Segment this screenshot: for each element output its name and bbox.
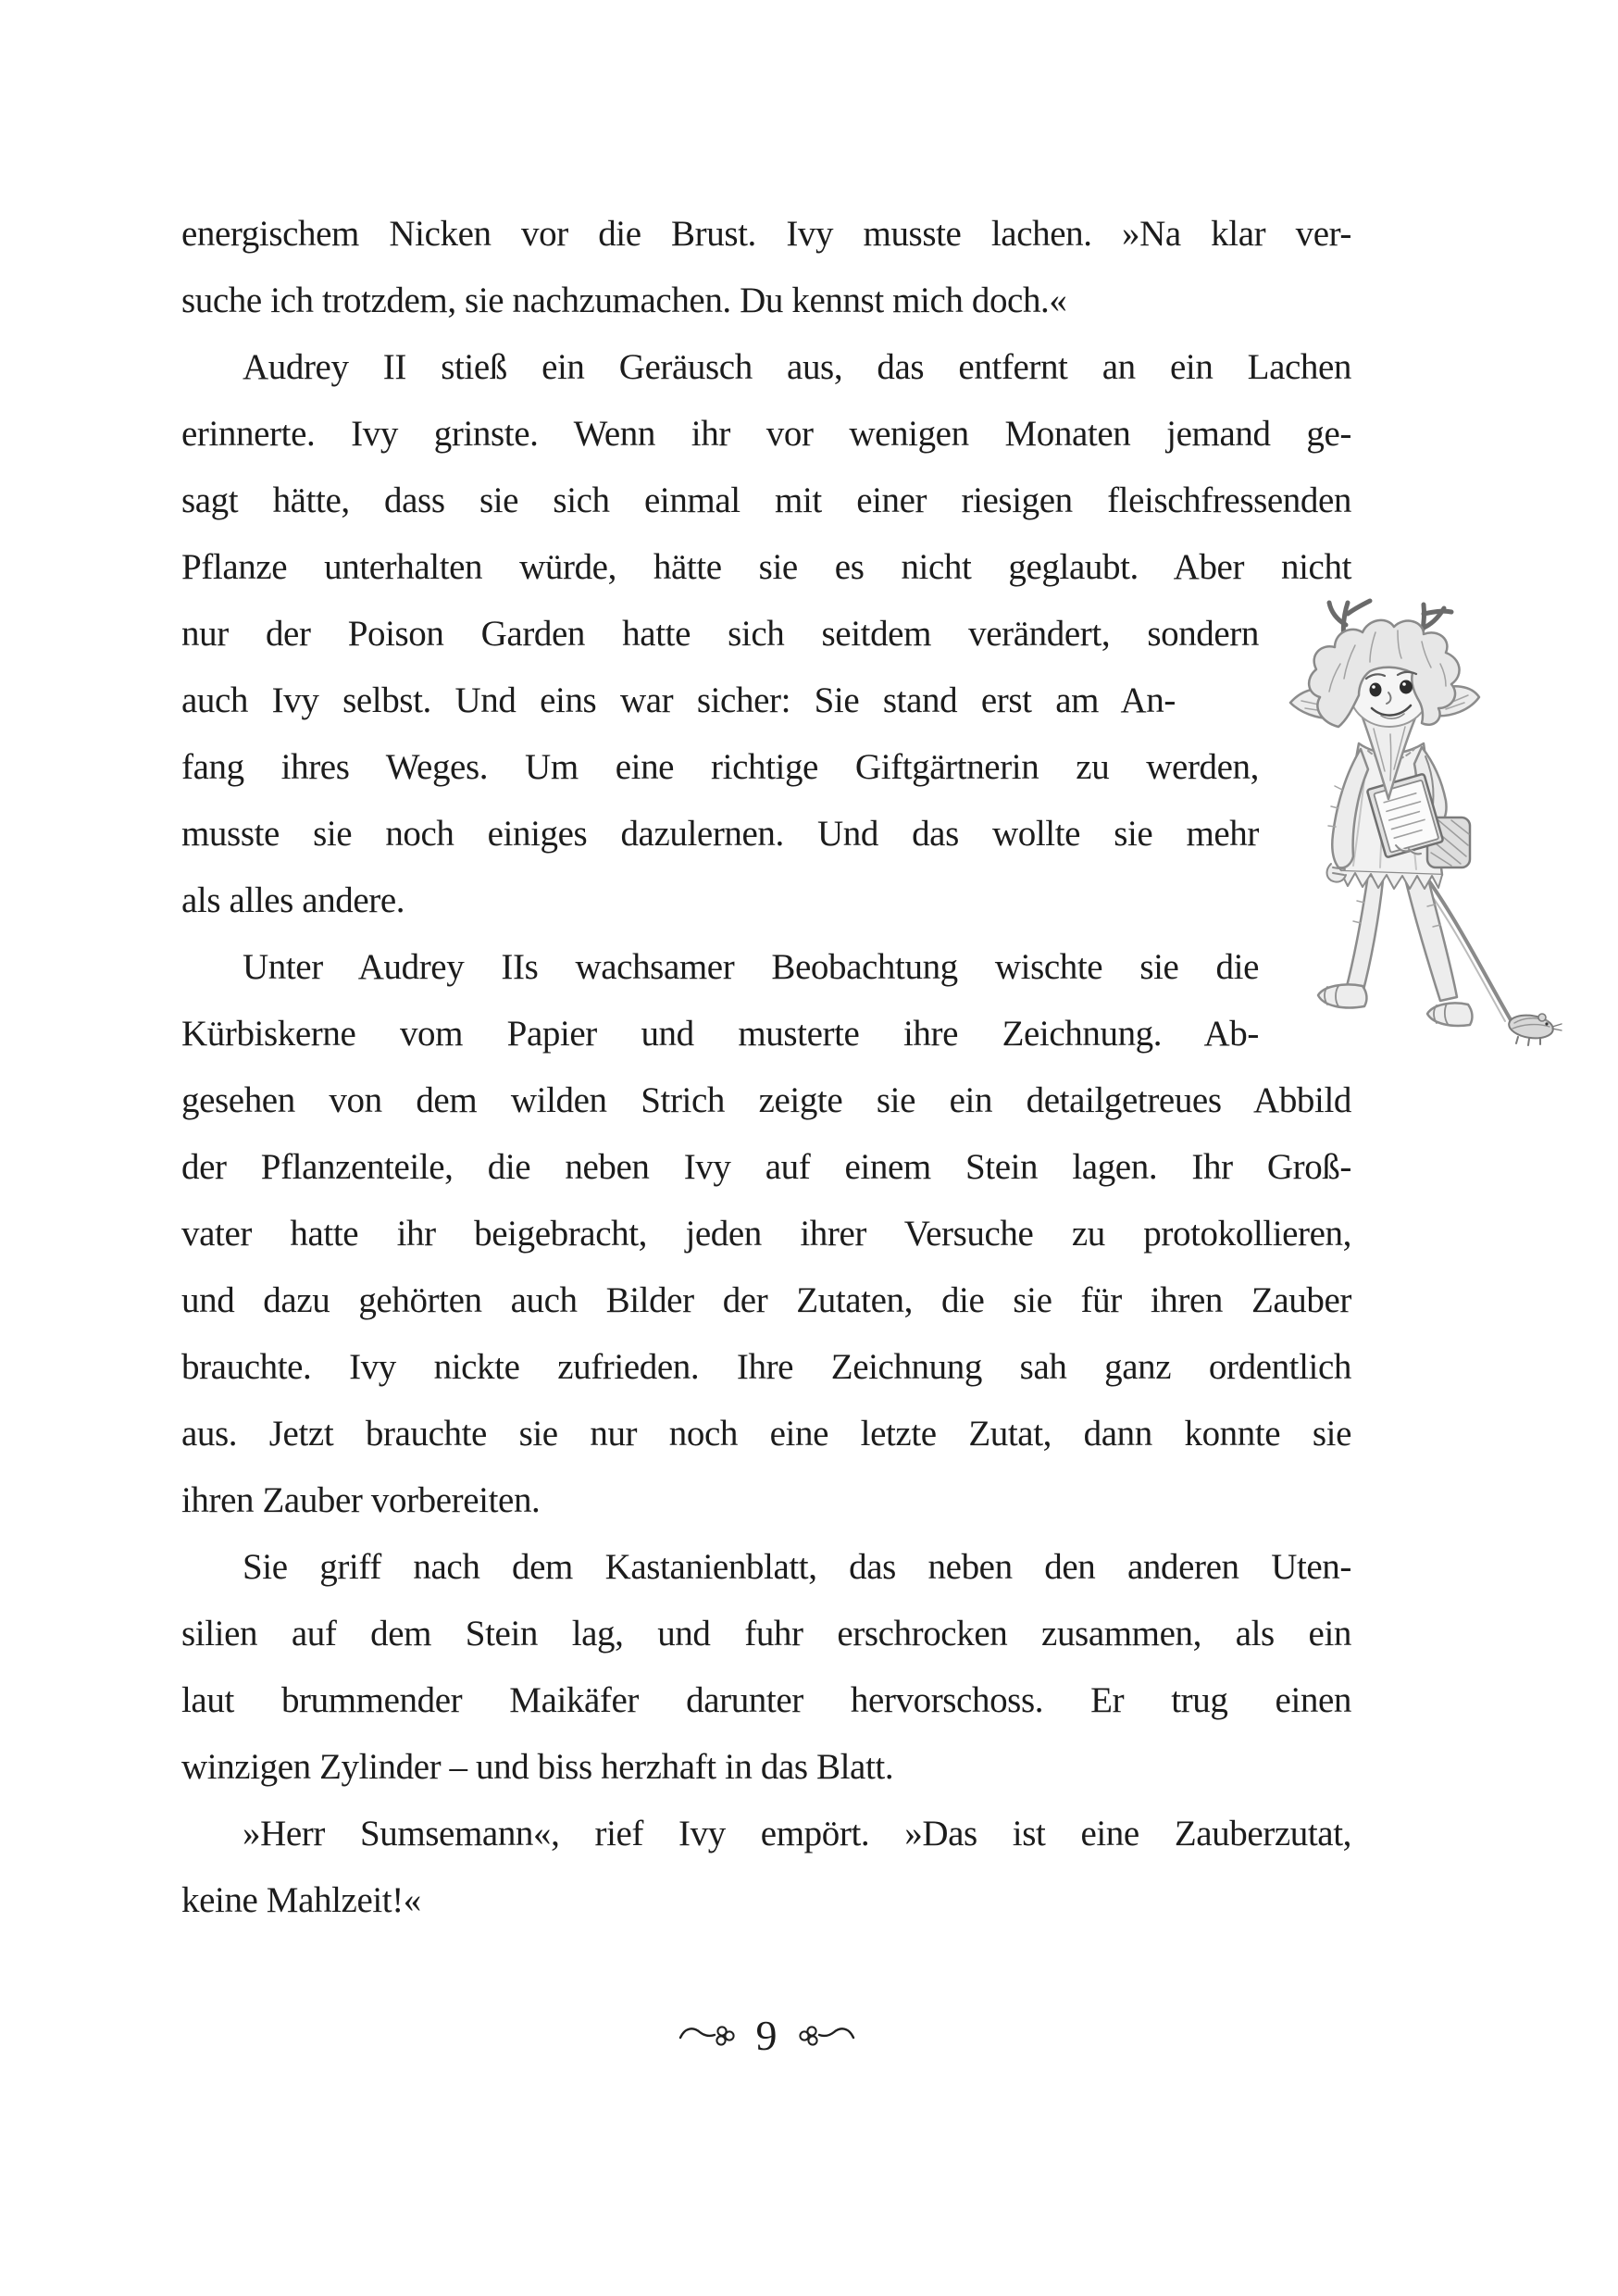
text-line: Pflanze unterhalten würde, hätte sie es nicht geglaubt. Aber nicht [181, 547, 1351, 587]
text-line: winzigen Zylinder – und biss herzhaft in das Blatt. [181, 1747, 894, 1787]
text-line: keine Mahlzeit!« [181, 1880, 421, 1920]
floral-swash-left-icon [678, 2022, 738, 2050]
text-line: musste sie noch einiges dazulernen. Und das wollte sie mehr [181, 814, 1259, 854]
text-line: aus. Jetzt brauchte sie nur noch eine letzte Zutat, dann konnte sie [181, 1414, 1351, 1454]
text-line: suche ich trotzdem, sie nachzumachen. Du kennst mich doch.« [181, 281, 1067, 320]
text-line: ihren Zauber vorbereiten. [181, 1480, 541, 1520]
text-line: laut brummender Maikäfer darunter hervorschoss. Er trug einen [181, 1680, 1351, 1720]
page-number: 9 [755, 2012, 778, 2059]
troll-illustration [1287, 597, 1564, 1049]
text-line: sagt hätte, dass sie sich einmal mit einer riesigen fleischfressenden [181, 480, 1351, 520]
mouse-icon [1508, 1013, 1562, 1045]
text-line: auch Ivy selbst. Und eins war sicher: Sie stand erst am An- [181, 680, 1176, 720]
text-line: silien auf dem Stein lag, und fuhr erschrocken zusammen, als ein [181, 1614, 1351, 1653]
legs [1346, 875, 1457, 1001]
text-line: vater hatte ihr beigebracht, jeden ihrer Versuche zu protokollieren, [181, 1214, 1351, 1254]
text-line: der Pflanzenteile, die neben Ivy auf einem Stein lagen. Ihr Groß- [181, 1147, 1351, 1187]
text-line: Kürbiskerne vom Papier und musterte ihre Zeichnung. Ab- [181, 1014, 1259, 1054]
text-line: energischem Nicken vor die Brust. Ivy musste lachen. »Na klar ver- [181, 214, 1351, 254]
body-text [181, 201, 1351, 1934]
text-line: Audrey II stieß ein Geräusch aus, das entfernt an ein Lachen [243, 347, 1351, 387]
text-line: und dazu gehörten auch Bilder der Zutaten, die sie für ihren Zauber [181, 1280, 1351, 1320]
text-line: als alles andere. [181, 880, 405, 920]
text-line: erinnerte. Ivy grinste. Wenn ihr vor wenigen Monaten jemand ge- [181, 414, 1351, 454]
text-line: fang ihres Weges. Um eine richtige Giftgärtnerin zu werden, [181, 747, 1259, 787]
text-line: nur der Poison Garden hatte sich seitdem verändert, sondern [181, 614, 1259, 654]
text-line: »Herr Sumsemann«, rief Ivy empört. »Das ist eine Zauberzutat, [243, 1814, 1351, 1853]
page-footer [651, 2012, 882, 2059]
text-line: Unter Audrey IIs wachsamer Beobachtung wischte sie die [243, 947, 1259, 987]
text-line: brauchte. Ivy nickte zufrieden. Ihre Zeichnung sah ganz ordentlich [181, 1347, 1351, 1387]
text-line: Sie griff nach dem Kastanienblatt, das neben den anderen Uten- [243, 1547, 1351, 1587]
text-line: gesehen von dem wilden Strich zeigte sie ein detailgetreues Abbild [181, 1080, 1351, 1120]
floral-swash-right-icon [796, 2022, 855, 2050]
